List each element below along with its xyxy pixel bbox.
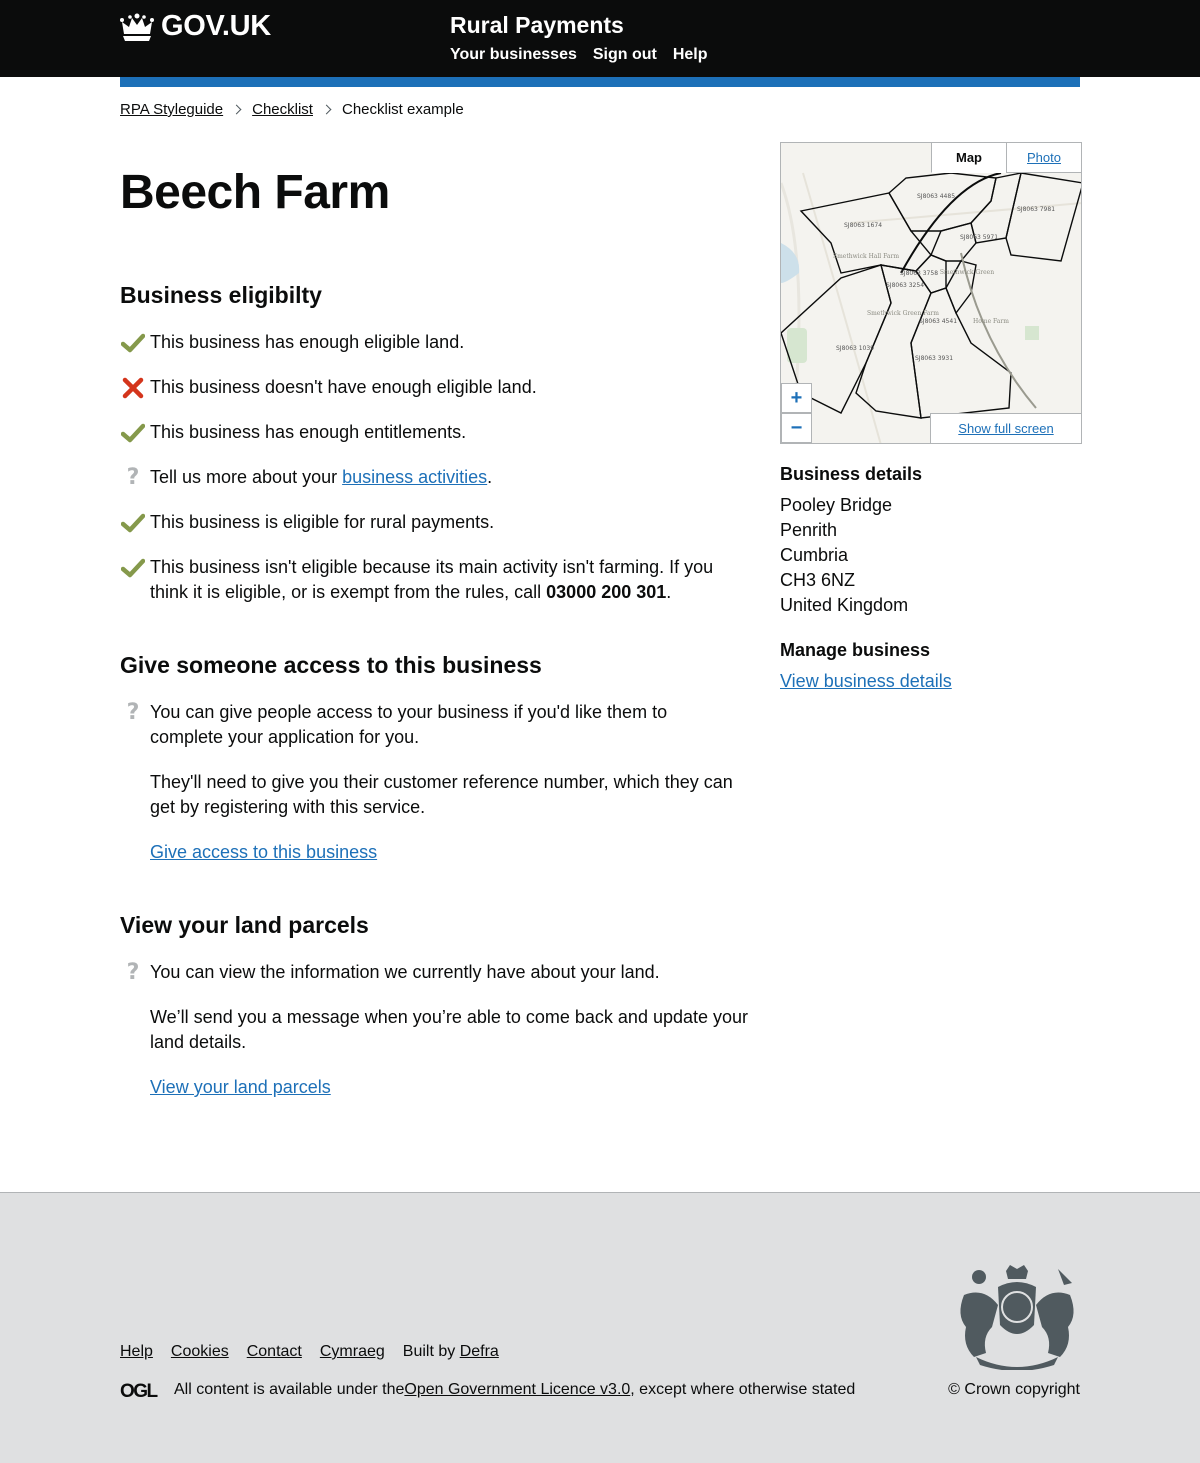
- footer-link-defra[interactable]: Defra: [459, 1343, 499, 1360]
- checklist-item: [120, 465, 760, 490]
- page-title: Beech Farm: [120, 166, 390, 219]
- access-para-1: You can give people access to your business if you'd like them to complete your application for you.: [150, 702, 668, 747]
- place-label: Smethwick Green Farm: [866, 310, 940, 317]
- land-para-1: You can view the information we currently have about your land.: [150, 962, 660, 982]
- checklist-item: [120, 700, 710, 750]
- land-heading: View your land parcels: [120, 912, 369, 938]
- business-details-heading: Business details: [780, 464, 923, 484]
- service-name[interactable]: Rural Payments: [450, 12, 624, 38]
- ogl-logo-icon: [120, 1381, 162, 1399]
- checklist-text: Tell us more about your: [150, 467, 343, 487]
- view-land-parcels-link[interactable]: View your land parcels: [150, 1077, 331, 1097]
- address-line: CH3 6NZ: [780, 570, 856, 590]
- checklist-item: [120, 555, 730, 605]
- parcel-label: SJ8063 5971: [959, 234, 999, 241]
- parcel-label: SJ8063 4485: [916, 193, 956, 200]
- checklist-text-end: .: [666, 582, 672, 602]
- royal-coat-of-arms-icon: [954, 1265, 1080, 1370]
- tick-icon: [120, 555, 146, 580]
- cross-icon: [120, 375, 146, 400]
- header-blue-bar: [120, 77, 1080, 87]
- parcel-label: SJ8063 1674: [843, 222, 883, 229]
- parcel-label: SJ8063 3931: [914, 355, 954, 362]
- site-header: [0, 0, 1200, 77]
- map-tiles[interactable]: [781, 143, 1082, 444]
- crown-copyright[interactable]: © Crown copyright: [948, 1381, 1080, 1398]
- show-full-screen-button[interactable]: Show full screen: [930, 413, 1081, 443]
- nav-sign-out[interactable]: Sign out: [592, 46, 657, 63]
- parcel-label: SJ8063 3758: [899, 270, 939, 277]
- phone-number: 03000 200 301: [546, 582, 667, 602]
- checklist-item: [120, 330, 760, 355]
- svg-text:OGL: OGL: [120, 1381, 157, 1399]
- chevron-right-icon: [232, 105, 242, 115]
- checklist-item: [120, 420, 760, 445]
- footer-links: [120, 1343, 499, 1361]
- view-business-details-link[interactable]: View business details: [780, 671, 952, 691]
- access-heading: Give someone access to this business: [120, 652, 542, 678]
- breadcrumb-checklist[interactable]: Checklist: [252, 101, 313, 118]
- manage-business-heading: Manage business: [780, 640, 931, 660]
- question-icon: ?: [126, 700, 140, 725]
- give-access-link[interactable]: Give access to this business: [150, 842, 378, 862]
- map-tabs: [931, 143, 1081, 173]
- checklist-text: This business doesn't have enough eligible land.: [150, 377, 537, 397]
- business-activities-link[interactable]: business activities: [342, 467, 488, 487]
- place-label: Smethwick Hall Farm: [832, 253, 900, 260]
- parcel-label: SJ8063 1039: [835, 345, 875, 352]
- footer-link-help[interactable]: Help: [120, 1343, 153, 1360]
- nav-help[interactable]: Help: [672, 46, 708, 63]
- breadcrumb-rpa-styleguide[interactable]: RPA Styleguide: [120, 101, 224, 118]
- checklist-text: This business has enough eligible land.: [150, 332, 465, 352]
- breadcrumb: [120, 101, 464, 118]
- footer-link-cymraeg[interactable]: Cymraeg: [319, 1343, 385, 1360]
- place-label: Smethwick Green: [939, 269, 995, 276]
- logo-text: GOV.UK: [161, 10, 271, 42]
- crown-icon: [120, 12, 154, 42]
- land-map[interactable]: [780, 142, 1082, 444]
- tab-photo[interactable]: Photo: [1006, 143, 1081, 173]
- footer-link-contact[interactable]: Contact: [246, 1343, 302, 1360]
- address-line: Pooley Bridge: [780, 495, 893, 515]
- nav-your-businesses[interactable]: Your businesses: [450, 46, 577, 63]
- site-footer: [0, 1192, 1200, 1463]
- address-line: Cumbria: [780, 545, 849, 565]
- licence-statement: OGL All content is available under the Open Government Licence v3.0 , except where otherwise stated: [120, 1381, 855, 1399]
- header-nav: [450, 46, 708, 64]
- place-label: Home Farm: [973, 318, 1009, 325]
- checklist-item: [120, 375, 760, 400]
- checklist-text: This business is eligible for rural payments.: [150, 512, 495, 532]
- land-para-2: We’ll send you a message when you’re able to come back and update your land details.: [150, 1007, 749, 1052]
- checklist-text: This business isn't eligible because its main activity isn't farming. If you think it is eligible, or is exempt from the rules, call: [150, 557, 714, 602]
- tick-icon: [120, 510, 146, 535]
- checklist-item: [120, 960, 760, 985]
- parcel-label: SJ8063 3254: [885, 282, 925, 289]
- govuk-logo[interactable]: [120, 10, 271, 43]
- tick-icon: [120, 420, 146, 445]
- tick-icon: [120, 330, 146, 355]
- chevron-right-icon: [322, 105, 332, 115]
- address-line: Penrith: [780, 520, 838, 540]
- zoom-in-button[interactable]: +: [781, 383, 812, 413]
- parcel-label: SJ8063 7981: [1016, 206, 1056, 213]
- breadcrumb-current: Checklist example: [341, 101, 464, 118]
- business-address: [780, 493, 908, 618]
- checklist-item: [120, 510, 760, 535]
- parcel-label: SJ8063 4541: [918, 318, 958, 325]
- eligibility-heading: Business eligibilty: [120, 282, 322, 308]
- question-icon: ?: [126, 960, 140, 985]
- access-para-2: They'll need to give you their customer reference number, which they can get by registering with this service.: [150, 772, 733, 817]
- open-government-licence-link[interactable]: Open Government Licence v3.0: [404, 1381, 631, 1398]
- checklist-text: This business has enough entitlements.: [150, 422, 467, 442]
- zoom-out-button[interactable]: −: [781, 413, 812, 443]
- checklist-text-end: .: [487, 467, 493, 487]
- built-by-text: Built by Defra: [402, 1343, 499, 1360]
- tab-map[interactable]: Map: [931, 143, 1006, 173]
- footer-link-cookies[interactable]: Cookies: [170, 1343, 229, 1360]
- question-icon: ?: [126, 465, 140, 490]
- address-line: United Kingdom: [780, 595, 909, 615]
